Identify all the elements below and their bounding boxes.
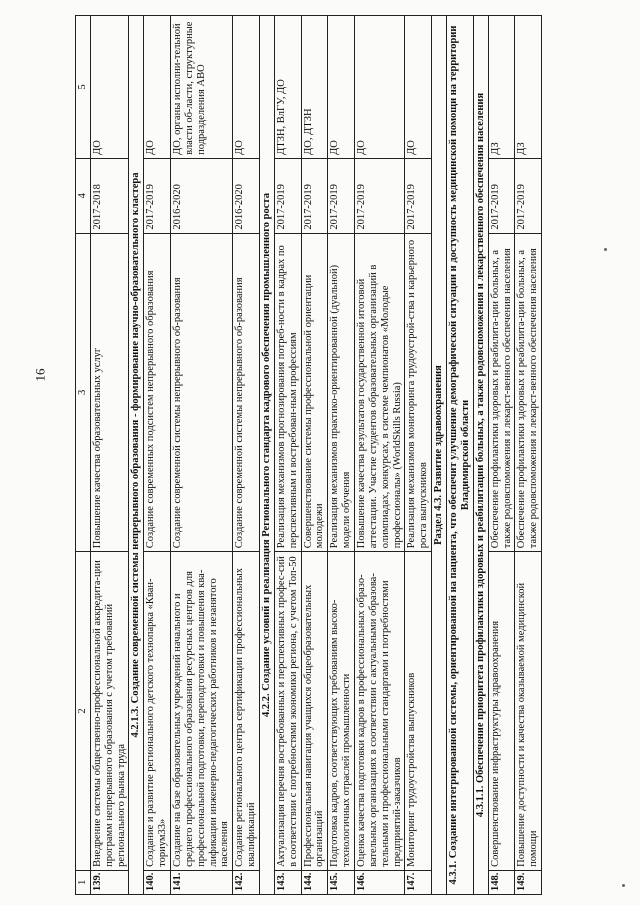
responsible-cell: ДО xyxy=(405,16,432,159)
period-cell: 2017-2019 xyxy=(274,158,301,233)
responsible-cell: ДО, органы исполни-тельной власти об-ласти, структурные подразделения АВО xyxy=(171,16,233,159)
measures-table xyxy=(75,15,542,895)
section-heading: Раздел 4.3. Развитие здравоохранения xyxy=(432,16,447,895)
responsible-cell: ДО xyxy=(328,16,355,159)
result-cell: Совершенствование системы профессиональной ориентации молодежи xyxy=(301,233,328,552)
responsible-cell: ДО xyxy=(233,16,260,159)
row-number: 139. xyxy=(90,870,129,894)
measure-cell: Создание на базе образовательных учреждений начального и среднего профессионального образования ресурсных центров для профессиональной подготовки, переподготовки и повышения ква-лификации инженерно-педагогических работников и незанятого населения xyxy=(171,552,233,871)
table-row xyxy=(488,16,515,895)
scan-speck xyxy=(604,248,607,251)
result-cell: Обеспечение профилактики здоровых и реабилита-ции больных, а также родовспоможения и лекарст-венного обеспечения населения xyxy=(488,233,515,552)
row-number: 147. xyxy=(405,870,432,894)
measure-cell: Профессиональная навигация учащихся общеобразовательных организаций xyxy=(301,552,328,871)
measure-cell: Внедрение системы общественно-профессиональной аккредита-ции программ непрерывного образования с учетом требований регионального рынка труда xyxy=(90,552,129,871)
table-row xyxy=(301,16,328,895)
table-wrapper xyxy=(75,15,635,895)
header-cell: 5 xyxy=(76,16,91,159)
responsible-cell: ДО, ДТЗН xyxy=(301,16,328,159)
header-cell: 4 xyxy=(76,158,91,233)
section-heading-row xyxy=(447,16,474,895)
responsible-cell: ДО xyxy=(355,16,405,159)
table-row xyxy=(144,16,171,895)
row-number: 143. xyxy=(274,870,301,894)
table-row xyxy=(355,16,405,895)
measure-cell: Создание и развитие регионального детского технопарка «Кван-ториум33» xyxy=(144,552,171,871)
row-number: 148. xyxy=(488,870,515,894)
measure-cell: Мониторинг трудоустройства выпускников xyxy=(405,552,432,871)
section-heading: 4.2.1.3. Создание современной системы непрерывного образования - формирование научно-образовательного кластера xyxy=(129,16,144,895)
measure-cell: Актуализация перечня востребованных и перспективных профес-сий в соответствии с потребностями экономики региона, с учетом Топ-50 xyxy=(274,552,301,871)
result-cell: Создание современных подсистем непрерывного образования xyxy=(144,233,171,552)
table-row xyxy=(171,16,233,895)
result-cell: Создание современной системы непрерывного об-разования xyxy=(233,233,260,552)
period-cell: 2017-2019 xyxy=(488,158,515,233)
result-cell: Реализация механизмов прогнозирования потреб-ности в кадрах по перспективным и востребован-ным профессиям xyxy=(274,233,301,552)
section-heading-row xyxy=(473,16,488,895)
measure-cell: Повышение доступности и качества оказываемой медицинской помощи xyxy=(515,552,542,871)
measure-cell: Совершенствование инфраструктуры здравоохранения xyxy=(488,552,515,871)
measure-cell: Оценка качества подготовки кадров в профессиональных образо-вательных организациях в соответствии с актуальными образова-тельными и профессиональными стандартами и потребностями предприятий-заказчиков xyxy=(355,552,405,871)
table-row xyxy=(233,16,260,895)
section-heading: 4.2.2. Создание условий и реализация Регионального стандарта кадрового обеспечения промышленного роста xyxy=(260,16,275,895)
section-heading-row xyxy=(129,16,144,895)
table-row xyxy=(90,16,129,895)
period-cell: 2017-2018 xyxy=(90,158,129,233)
row-number: 142. xyxy=(233,870,260,894)
page-number: 16 xyxy=(32,368,48,382)
period-cell: 2016-2020 xyxy=(171,158,233,233)
measure-cell: Создание регионального центра сертификации профессиональных квалификаций xyxy=(233,552,260,871)
period-cell: 2017-2019 xyxy=(144,158,171,233)
result-cell: Обеспечение профилактики здоровых и реабилита-ции больных, а также родовспоможения и лекарст-венного обеспечения населения xyxy=(515,233,542,552)
period-cell: 2017-2019 xyxy=(405,158,432,233)
section-heading: 4.3.1. Создание интегрированной системы, ориентированной на пациента, что обеспечит улучшение демографической ситуации и доступность медицинской помощи на территории Владимирской области xyxy=(447,16,474,895)
responsible-cell: ДЗ xyxy=(488,16,515,159)
result-cell: Реализация механизмов практико-ориентированной (дуальной) модели обучения xyxy=(328,233,355,552)
responsible-cell: ДО xyxy=(90,16,129,159)
table-row xyxy=(405,16,432,895)
table-row xyxy=(515,16,542,895)
responsible-cell: ДО xyxy=(144,16,171,159)
period-cell: 2017-2019 xyxy=(355,158,405,233)
row-number: 149. xyxy=(515,870,542,894)
responsible-cell: ДТЗН, ВлГУ, ДО xyxy=(274,16,301,159)
header-row xyxy=(76,16,91,895)
result-cell: Повышение качества образовательных услуг xyxy=(90,233,129,552)
row-number: 145. xyxy=(328,870,355,894)
row-number: 146. xyxy=(355,870,405,894)
rotated-table-area xyxy=(75,15,635,895)
row-number: 140. xyxy=(144,870,171,894)
row-number: 141. xyxy=(171,870,233,894)
header-cell: 3 xyxy=(76,233,91,552)
period-cell: 2016-2020 xyxy=(233,158,260,233)
responsible-cell: ДЗ xyxy=(515,16,542,159)
section-heading-row xyxy=(432,16,447,895)
result-cell: Реализация механизмов мониторинга трудоустрой-ства и карьерного роста выпускников xyxy=(405,233,432,552)
section-heading-row xyxy=(260,16,275,895)
result-cell: Создание современной системы непрерывного об-разования xyxy=(171,233,233,552)
header-cell: 1 xyxy=(76,870,91,894)
measure-cell: Подготовка кадров, соответствующих требованиям высоко-технологичных отраслей промышленности xyxy=(328,552,355,871)
result-cell: Повышение качества результатов государственной итоговой аттестации. Участие студентов образовательных организаций в олимпиадах, конкурсах, в системе чемпионатов «Молодые профессионалы» (WorldSkills Russia) xyxy=(355,233,405,552)
table-row xyxy=(328,16,355,895)
table-row xyxy=(274,16,301,895)
row-number: 144. xyxy=(301,870,328,894)
period-cell: 2017-2019 xyxy=(301,158,328,233)
scan-speck xyxy=(622,884,625,887)
period-cell: 2017-2019 xyxy=(515,158,542,233)
table-body xyxy=(90,16,541,895)
period-cell: 2017-2019 xyxy=(328,158,355,233)
section-heading: 4.3.1.1. Обеспечение приоритета профилактики здоровых и реабилитации больных, а также родовспоможения и лекарственного обеспечения населения xyxy=(473,16,488,895)
header-cell: 2 xyxy=(76,552,91,871)
